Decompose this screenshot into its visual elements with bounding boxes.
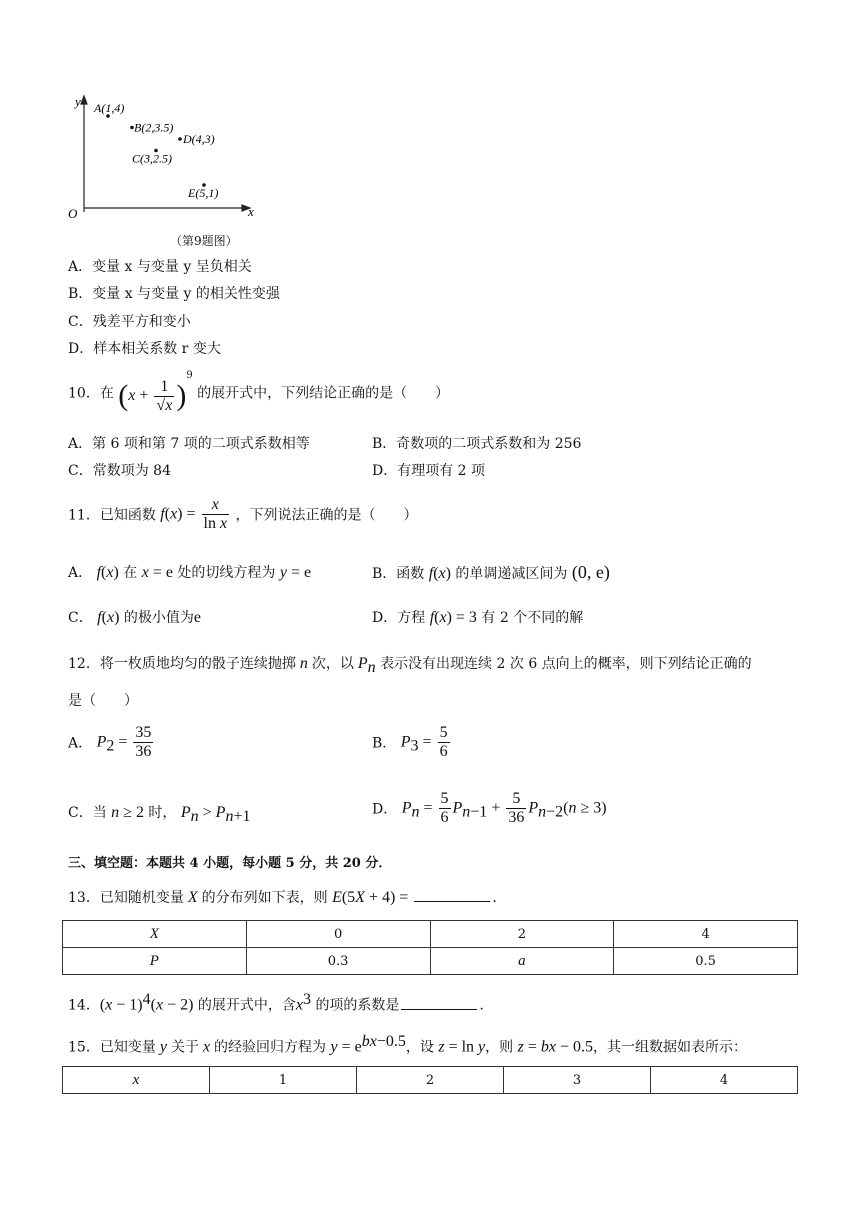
q13-text3: ． xyxy=(492,890,507,906)
q9-option-a: A．变量 x 与变量 y 呈负相关 xyxy=(68,259,252,275)
q14-text1: 14． xyxy=(68,997,100,1014)
origin-label: O xyxy=(68,206,78,221)
table-cell: 0.5 xyxy=(614,948,798,975)
q12-option-a: A． $P_2$ = $\frac{35}{36}$ xyxy=(68,724,152,760)
q12-text1: 12．将一枚质地均匀的骰子连续抛掷 xyxy=(68,656,296,672)
table-row xyxy=(63,1067,798,1094)
q15-text6: ，其一组数据如表所示： xyxy=(593,1039,747,1056)
q12-option-c: C．当 n ≥ 2 时， $P_n > P_{n+1}$ xyxy=(68,804,251,825)
scatter-point-label: B(2,3.5) xyxy=(134,120,174,135)
q12-text2: 次，以 xyxy=(311,656,354,672)
table-cell: x xyxy=(63,1067,210,1094)
table-cell: 4 xyxy=(614,921,798,948)
q14-answer-blank[interactable] xyxy=(401,995,477,1010)
q13-text1: 13．已知随机变量 xyxy=(68,890,184,906)
table-cell: 1 xyxy=(210,1067,357,1094)
q12-a-label: A． xyxy=(68,735,93,752)
table-row xyxy=(63,948,798,975)
q10-binomial: (x + $\frac{1}{√x}$ )$^9$ xyxy=(118,370,193,414)
q11-b-text1: B．函数 xyxy=(372,566,425,582)
y-axis-label: y xyxy=(75,94,81,109)
q13-answer-blank[interactable] xyxy=(414,887,490,902)
q14-text2: 的展开式中，含 xyxy=(197,997,296,1014)
q11-option-c: C． f(x) 的极小值为e xyxy=(68,609,201,626)
q10-option-a: A．第 6 项和第 7 项的二项式系数相等 xyxy=(68,436,310,452)
q11-d-text2: 有 2 个不同的解 xyxy=(481,610,584,626)
q9-option-c: C．残差平方和变小 xyxy=(68,314,191,330)
scatter-figure xyxy=(60,92,270,227)
q11-c-label: C． xyxy=(68,610,93,626)
table-cell: 4 xyxy=(651,1067,798,1094)
q13-text2: 的分布列如下表，则 xyxy=(201,890,328,906)
q15-text4: ，设 xyxy=(405,1039,434,1056)
q10-stem xyxy=(68,370,449,415)
q11-a-text2: 处的切线方程为 xyxy=(177,565,276,581)
q11-b-text2: 的单调递减区间为 xyxy=(455,566,568,582)
q11-stem: 11．已知函数 f(x) = $\frac{x}{\text{ln x}}$ ，下列说法正确的是（ ） xyxy=(68,496,418,532)
q15-text5: ，则 xyxy=(485,1039,514,1056)
table-cell: 2 xyxy=(430,921,614,948)
scatter-point-label: E(5,1) xyxy=(188,186,219,200)
q12-b-label: B． xyxy=(372,735,397,752)
q11-stem-pre: 11．已知函数 xyxy=(68,507,156,524)
q12-text3: 表示没有出现连续 2 次 6 点向上的概率，则下列结论正确的 xyxy=(380,656,752,672)
q15-text1: 15．已知变量 xyxy=(68,1039,156,1056)
table-cell: 0.3 xyxy=(246,948,430,975)
scatter-point-label: C(3,2.5) xyxy=(132,151,172,166)
q11-option-b: B．函数 f(x) 的单调递减区间为 (0, e) xyxy=(372,562,610,582)
table-cell: a xyxy=(430,948,614,975)
q10-exponent: 9 xyxy=(186,370,193,381)
q14-text4: ． xyxy=(479,997,494,1014)
q11-d-text1: D．方程 xyxy=(372,610,426,626)
q10-option-b: B．奇数项的二项式系数和为 256 xyxy=(372,436,582,452)
q13-table xyxy=(62,920,798,975)
scatter-point-2 xyxy=(178,137,182,141)
table-row xyxy=(63,921,798,948)
scatter-point-label: A(1,4) xyxy=(94,101,125,115)
q15-stem: 15．已知变量 y 关于 x 的经验回归方程为 $y = e^{bx-0.5}$，设 z = ln y，则 z = bx − 0.5，其一组数据如表所示： xyxy=(68,1033,747,1056)
q14-text3: 的项的系数是 xyxy=(315,997,400,1014)
q9-option-d: D．样本相关系数 r 变大 xyxy=(68,341,221,357)
q10-option-d: D．有理项有 2 项 xyxy=(372,463,486,479)
q10-stem-pre: 10．在 xyxy=(68,385,114,402)
q15-text2: 关于 xyxy=(170,1039,199,1056)
section-3-heading: 三、填空题：本题共 4 小题，每小题 5 分，共 20 分． xyxy=(68,856,392,871)
q11-c-text: 的极小值为 xyxy=(123,610,194,626)
q15-text3: 的经验回归方程为 xyxy=(214,1039,327,1056)
q11-a-label: A． xyxy=(68,565,93,581)
q12-option-d: D． $P_n$ = $\frac{5}{6}$ $P_{n-1}$ + $\frac{5}{36}$ $P_{n-2}(n \ge 3)$ xyxy=(372,790,607,826)
q12-c-text1: C．当 xyxy=(68,805,107,821)
q9-option-b: B．变量 x 与变量 y 的相关性变强 xyxy=(68,286,280,302)
scatter-point-label: D(4,3) xyxy=(183,132,215,146)
q12-d-label: D． xyxy=(372,801,398,818)
q12-c-text2: 时， xyxy=(148,805,177,821)
q12-stem-line1: 12．将一枚质地均匀的骰子连续抛掷 n 次，以 $P_n$ 表示没有出现连续 2 次 6 点向上的概率，则下列结论正确的 xyxy=(68,655,752,676)
q11-stem-post: ，下列说法正确的是（ ） xyxy=(235,507,418,524)
q11-option-d: D．方程 f(x) = 3 有 2 个不同的解 xyxy=(372,609,584,626)
table-cell: 2 xyxy=(357,1067,504,1094)
q13-stem: 13．已知随机变量 X 的分布列如下表，则 E(5X + 4) = ． xyxy=(68,889,507,906)
x-axis-label: x xyxy=(248,204,254,219)
q12-stem-line2: 是（ ） xyxy=(68,693,138,709)
q10-option-c: C．常数项为 84 xyxy=(68,463,171,479)
table-cell: 3 xyxy=(504,1067,651,1094)
figure-caption: （第9题图） xyxy=(170,234,238,248)
q11-a-text1: 在 xyxy=(123,565,138,581)
q11-option-a: A． f(x) 在 x = e 处的切线方程为 y = e xyxy=(68,564,312,581)
q15-table xyxy=(62,1066,798,1094)
table-cell: P xyxy=(63,948,247,975)
q10-stem-post: 的展开式中，下列结论正确的是（ ） xyxy=(197,385,450,402)
q14-stem: 14．$(x - 1)^4(x - 2)$ 的展开式中，含$x^3$ 的项的系数是 ． xyxy=(68,991,494,1014)
table-cell: 0 xyxy=(246,921,430,948)
table-cell: X xyxy=(63,921,247,948)
q12-option-b: B． $P_3$ = $\frac{5}{6}$ xyxy=(372,724,448,760)
